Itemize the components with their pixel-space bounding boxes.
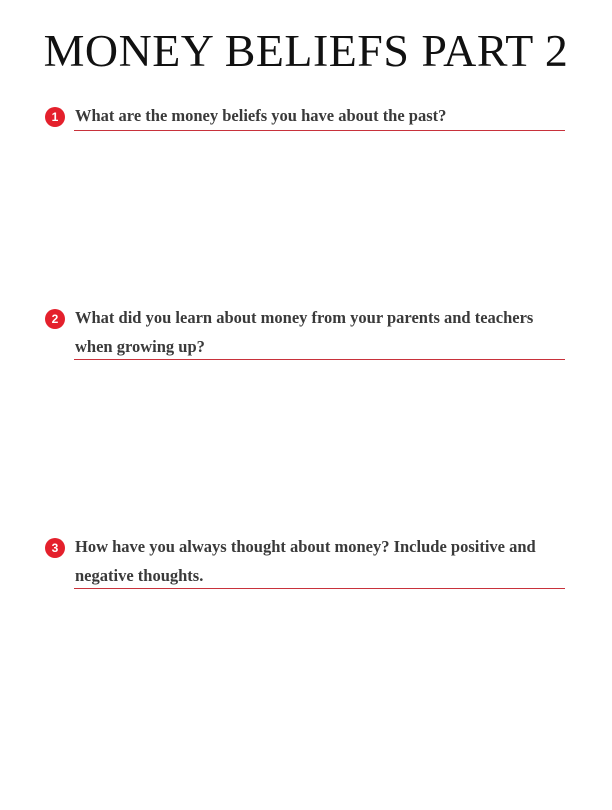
- question-text: How have you always thought about money? Include positive and negative thoughts.: [75, 537, 536, 585]
- question-text: What did you learn about money from your parents and teachers when growing up?: [75, 308, 534, 356]
- question-number-badge: 1: [45, 107, 65, 127]
- page-title: MONEY BELIEFS PART 2: [43, 26, 569, 76]
- answer-line: [74, 359, 565, 360]
- question-number-badge: 3: [45, 538, 65, 558]
- answer-line: [74, 130, 565, 131]
- answer-line: [74, 588, 565, 589]
- question-number-badge: 2: [45, 309, 65, 329]
- question-text: What are the money beliefs you have about the past?: [75, 106, 447, 125]
